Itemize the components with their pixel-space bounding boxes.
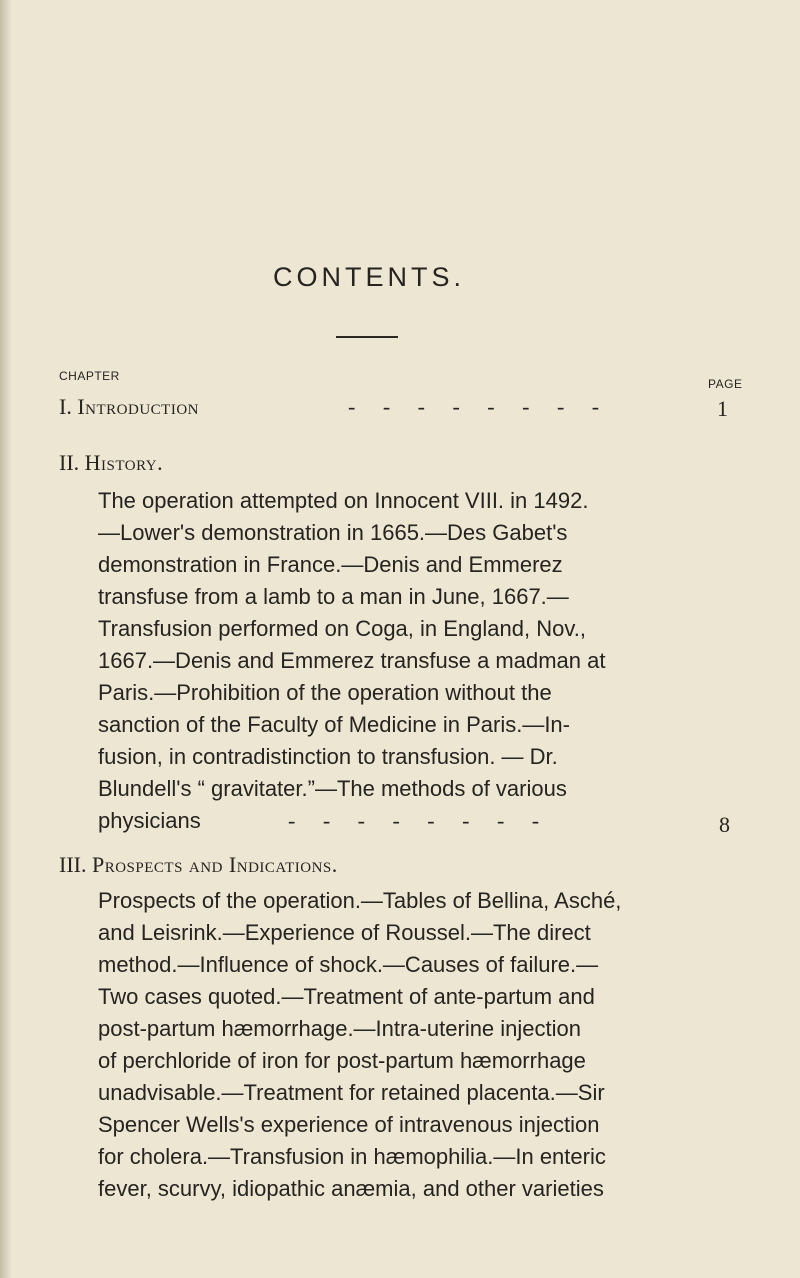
- chapter-2-line: Paris.—Prohibition of the operation without the: [98, 680, 552, 705]
- chapter-3-line: method.—Influence of shock.—Causes of failure.—: [98, 952, 599, 977]
- chapter-3-line: of perchloride of iron for post-partum hæmorrhage: [98, 1048, 586, 1073]
- chapter-3-heading: [59, 852, 338, 878]
- chapter-2-line: demonstration in France.—Denis and Emmerez: [98, 552, 563, 577]
- page-title: CONTENTS.: [272, 262, 465, 292]
- chapter-2-line: Blundell's “ gravitater.”—The methods of various: [98, 776, 567, 801]
- chapter-2-leaders: - - - - - - - -: [288, 808, 551, 833]
- chapter-1-leaders: - - - - - - - -: [348, 394, 611, 419]
- chapter-2-line: The operation attempted on Innocent VIII. in 1492.: [98, 488, 589, 513]
- chapter-2-numeral: II.: [59, 450, 80, 475]
- chapter-2-line: physicians: [98, 808, 201, 833]
- title-rule: [336, 336, 398, 338]
- chapter-2-title: History.: [84, 450, 164, 475]
- page-edge-shadow: [0, 0, 12, 1278]
- chapter-2-line: fusion, in contradistinction to transfusion. — Dr.: [98, 744, 558, 769]
- chapter-3-line: Two cases quoted.—Treatment of ante-partum and: [98, 984, 595, 1009]
- chapter-2-line: Transfusion performed on Coga, in England, Nov.,: [98, 616, 586, 641]
- chapter-3-line: Spencer Wells's experience of intravenous injection: [98, 1112, 600, 1137]
- chapter-2-page: 8: [719, 812, 730, 837]
- chapter-3-line: for cholera.—Transfusion in hæmophilia.—In enteric: [98, 1144, 606, 1169]
- chapter-3-title: Prospects and Indications.: [91, 852, 338, 877]
- chapter-3-numeral: III.: [59, 852, 87, 877]
- chapter-2-line: 1667.—Denis and Emmerez transfuse a madman at: [98, 648, 606, 673]
- chapter-3-line: and Leisrink.—Experience of Roussel.—The direct: [98, 920, 591, 945]
- chapter-3-line: post-partum hæmorrhage.—Intra-uterine injection: [98, 1016, 582, 1041]
- chapter-1-numeral: I.: [59, 394, 72, 419]
- chapter-3-line: fever, scurvy, idiopathic anæmia, and other varieties: [98, 1176, 604, 1201]
- chapter-2-line: sanction of the Faculty of Medicine in Paris.—In-: [98, 712, 570, 737]
- chapter-2-line: transfuse from a lamb to a man in June, 1667.—: [98, 584, 569, 609]
- chapter-3-line: unadvisable.—Treatment for retained placenta.—Sir: [98, 1080, 605, 1105]
- chapter-1-title: Introduction: [77, 394, 199, 419]
- page-column-label: PAGE: [708, 377, 743, 391]
- chapter-1-heading: [59, 394, 199, 420]
- chapter-1-page: 1: [717, 396, 728, 421]
- chapter-2-heading: [59, 450, 163, 476]
- chapter-2-line: —Lower's demonstration in 1665.—Des Gabet's: [98, 520, 568, 545]
- chapter-3-line: Prospects of the operation.—Tables of Bellina, Asché,: [98, 888, 622, 913]
- chapter-column-label: CHAPTER: [59, 369, 120, 383]
